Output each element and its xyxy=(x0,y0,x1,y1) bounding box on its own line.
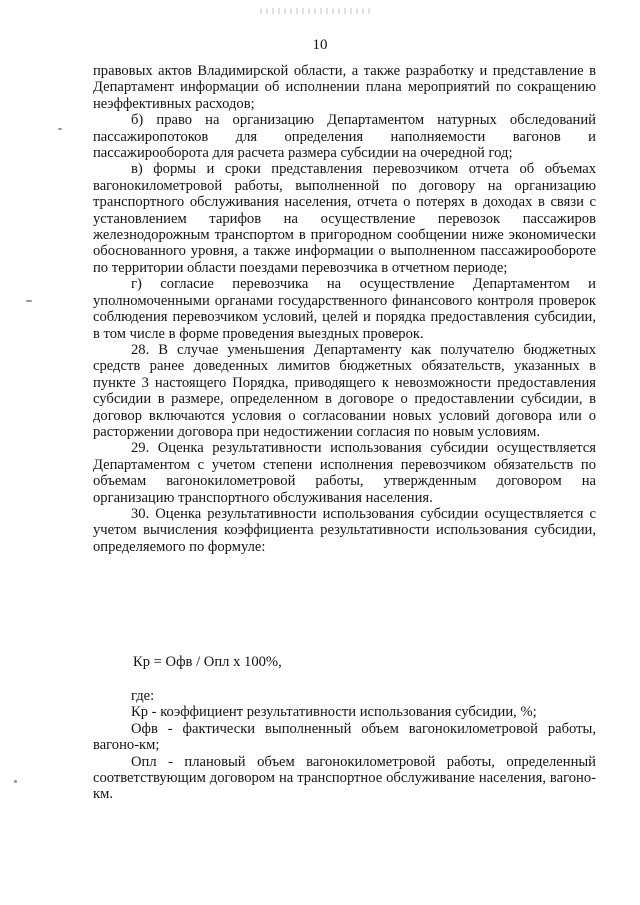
paragraph-item-v: в) формы и сроки представления перевозчиком отчета об объемах вагонокилометровой работы, выполненной по договору на организацию транспортного обслуживания населения, отчета о потерях в доходах в связи с установлением тарифов на осуществление перевозок пассажиров железнодорожным транспортом в пригородном сообщении ниже экономически обоснованного уровня, а также информации о выполненном пассажирообороте по территории области поездами перевозчика в отчетном периоде; xyxy=(93,161,596,276)
formula: Кр = Офв / Опл x 100%, xyxy=(133,654,282,670)
paragraph-28: 28. В случае уменьшения Департаменту как получателю бюджетных средств ранее доведенных лимитов бюджетных обязательств, указанных в пункте 3 настоящего Порядка, приводящего к невозможности предоставления субсидии в размере, определенном в договоре о предоставлении субсидии, в договор включаются условия о согласовании новых условий договора или о расторжении договора при недостижении согласия по новым условиям. xyxy=(93,341,596,440)
paragraph-29: 29. Оценка результативности использования субсидии осуществляется Департаментом с учетом степени исполнения перевозчиком обязательств по объемам вагонокилометровой работы, утвержденным договором на организацию транспортного обслуживания населения. xyxy=(93,440,596,506)
scan-speck xyxy=(26,300,32,302)
definition-kr: Кр - коэффициент результативности использования субсидии, %; xyxy=(131,704,537,721)
scan-speck xyxy=(58,128,62,130)
paragraph-30: 30. Оценка результативности использования субсидии осуществляется с учетом вычисления коэффициента результативности использования субсидии, определяемого по формуле: xyxy=(93,505,596,555)
page-number: 10 xyxy=(312,37,328,53)
paragraph-item-b: б) право на организацию Департаментом натурных обследований пассажиропотоков для определения наполняемости вагонов и пассажирооборота для расчета размера субсидии на очередной год; xyxy=(93,112,596,162)
scan-artifact xyxy=(260,8,370,14)
body-text xyxy=(93,63,596,555)
paragraph-item-g: г) согласие перевозчика на осуществление Департаментом и уполномоченными органами государственного финансового контроля проверок соблюдения перевозчиком условий, целей и порядка предоставления субсидии, в том числе в форме проведения выездных проверок. xyxy=(93,276,596,342)
definition-opl: Опл - плановый объем вагонокилометровой работы, определенный соответствующим договором на транспортное обслуживание населения, вагоно-км. xyxy=(93,753,596,803)
definitions-block xyxy=(93,688,596,803)
paragraph-continuation: правовых актов Владимирской области, а также разработку и представление в Департамент информации об исполнении плана мероприятий по сокращению неэффективных расходов; xyxy=(93,63,596,112)
scan-speck xyxy=(14,780,17,783)
where-label: где: xyxy=(131,688,155,704)
definition-ofv: Офв - фактически выполненный объем вагонокилометровой работы, вагоно-км; xyxy=(93,720,596,754)
